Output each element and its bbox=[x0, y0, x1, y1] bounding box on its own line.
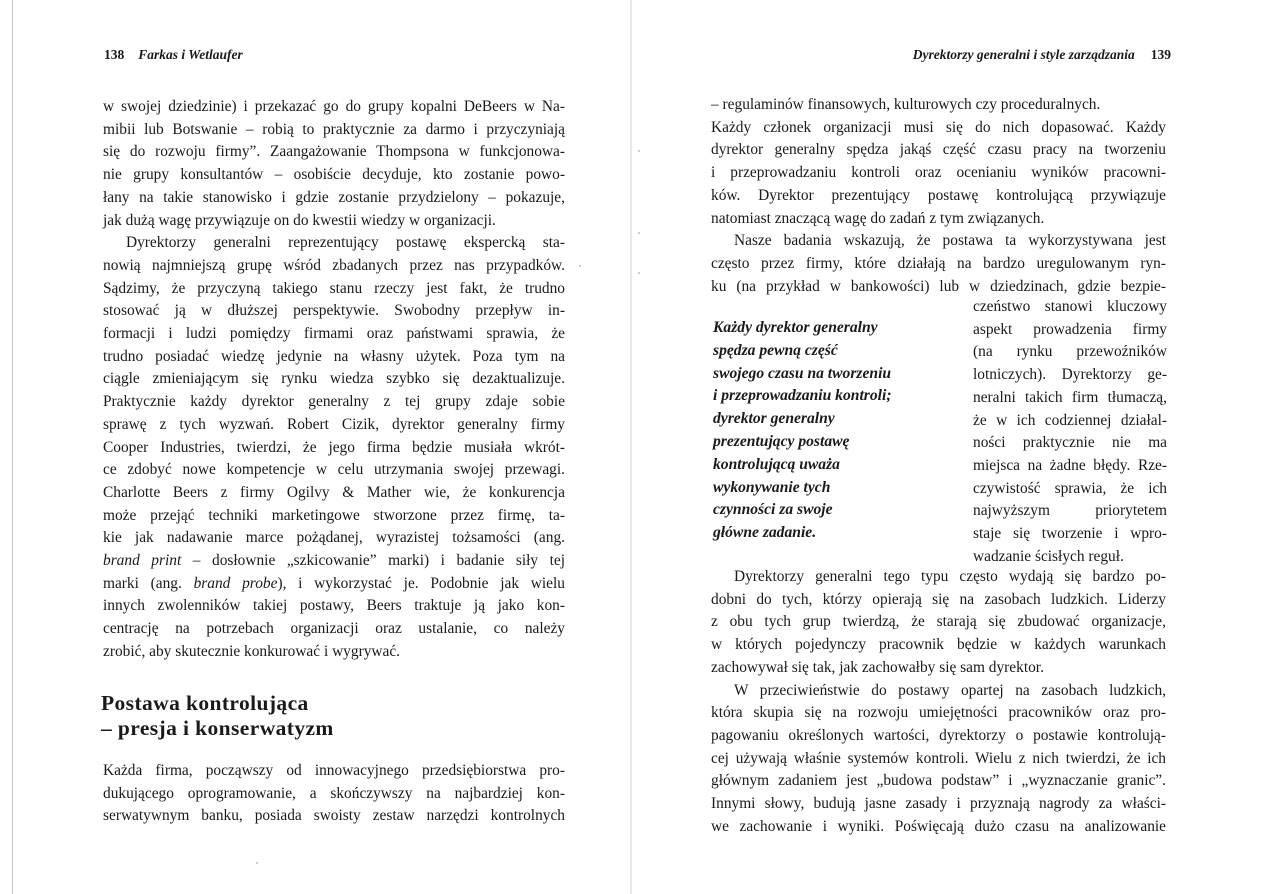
text-line: mibii lub Botswanie – robią to praktycznie za darmo i przyczyniają bbox=[103, 120, 565, 138]
text-line: kie jak nadawanie marce pożądanej, wyrazistej tożsamości (ang. bbox=[103, 529, 565, 547]
text-line: aspekt prowadzenia firmy bbox=[973, 320, 1167, 338]
text-line: Charlotte Beers z firmy Ogilvy & Mather wie, że konkurencja bbox=[103, 483, 565, 501]
text-line: czeństwo stanowi kluczowy bbox=[973, 298, 1167, 315]
text-line: innych zwolenników takiej postawy, Beers traktuje ją jako kon- bbox=[103, 597, 565, 615]
text-line: która skupia się na rozwoju umiejętności pracowników oraz pro- bbox=[711, 704, 1166, 722]
text-line: ności praktycznie nie ma bbox=[973, 434, 1167, 452]
pull-quote-line: główne zadanie. bbox=[713, 524, 817, 542]
text-line: formacji i ludzi pomiędzy firmami oraz państwami sprawia, że bbox=[103, 325, 565, 343]
text-line: sprawę z tych wyzwań. Robert Cizik, dyrektor generalny firmy bbox=[103, 415, 565, 433]
text-line: centrację na potrzebach organizacji oraz ustalanie, co należy bbox=[103, 620, 565, 638]
right-body-text bbox=[711, 94, 1166, 298]
pull-quote-line: czynności za swoje bbox=[713, 501, 833, 519]
pull-quote-line: kontrolującą uważa bbox=[713, 455, 840, 473]
text-line: głównym zadaniem jest „budowa podstaw” i „wyznaczanie granic”. bbox=[711, 772, 1166, 790]
right-running-head bbox=[913, 46, 1171, 64]
text-line: się do rozwoju firmy”. Zaangażowanie Thompsona w funkcjonowa- bbox=[103, 143, 565, 161]
text-line: serwatywnym banku, posiada swoisty zestaw narzędzi kontrolnych bbox=[103, 807, 565, 825]
left-running-title: Farkas i Wetlaufer bbox=[138, 47, 243, 62]
text-line: często przez firmy, które działają na bardzo uregulowanym ryn- bbox=[711, 254, 1166, 272]
left-body-text bbox=[103, 96, 565, 664]
text-line: brand print – dosłownie „szkicowanie” marki) i badanie siły tej bbox=[103, 552, 565, 570]
pull-quote-line: prezentujący postawę bbox=[713, 432, 850, 450]
text-line: ce zdobyć nowe kompetencje w celu utrzymania swojej przewagi. bbox=[103, 461, 565, 479]
text-line: w których pojedynczy pracownik będzie w każdych warunkach bbox=[711, 636, 1166, 654]
right-body-text-2 bbox=[711, 566, 1166, 838]
heading-line: Postawa kontrolująca bbox=[101, 691, 309, 715]
text-line: że w ich codziennej działal- bbox=[973, 411, 1167, 429]
text-line: W przeciwieństwie do postawy opartej na zasobach ludzkich, bbox=[734, 681, 1166, 699]
text-line: nowią najmniejszą grupę wśród zbadanych przez nas przypadków. bbox=[103, 256, 565, 274]
text-line: cej używają właśnie systemów kontroli. Wielu z nich twierdzi, że ich bbox=[711, 749, 1166, 767]
text-line: czywistość sprawia, że ich bbox=[973, 479, 1167, 497]
pull-quote-line: wykonywanie tych bbox=[713, 478, 831, 496]
text-line: najwyższym priorytetem bbox=[973, 502, 1167, 520]
text-line: wadzanie ścisłych reguł. bbox=[973, 547, 1124, 565]
right-running-title: Dyrektorzy generalni i style zarządzania bbox=[912, 47, 1135, 62]
text-line: Cooper Industries, twierdzi, że jego firma będzie musiała wkrót- bbox=[103, 438, 565, 456]
left-running-head bbox=[104, 46, 243, 64]
text-line: we zachowanie i wyniki. Poświęcają dużo czasu na analizowanie bbox=[711, 817, 1166, 835]
text-line: Każda firma, począwszy od innowacyjnego przedsiębiorstwa pro- bbox=[103, 762, 565, 779]
text-line: Każdy członek organizacji musi się do nich dopasować. Każdy bbox=[711, 118, 1166, 136]
text-line: pagowaniu określonych wartości, dyrektorzy o postawie kontrolują- bbox=[711, 726, 1166, 744]
left-page-number: 138 bbox=[104, 47, 125, 62]
pull-quote-line: Każdy dyrektor generalny bbox=[713, 319, 878, 336]
text-line: z obu tych grup twierdzą, że starają się zbudować organizacje, bbox=[711, 613, 1166, 631]
text-line: ków. Dyrektor prezentujący postawę kontrolującą przywiązuje bbox=[711, 186, 1166, 204]
text-line: Praktycznie każdy dyrektor generalny z tej grupy zdaje sobie bbox=[103, 393, 565, 411]
text-line: nie grupy konsultantów – osobiście decyduje, kto zostanie powo- bbox=[103, 166, 565, 184]
text-line: ku (na przykład w bankowości) lub w dziedzinach, gdzie bezpie- bbox=[711, 277, 1166, 295]
foreign-term: brand probe bbox=[193, 574, 278, 592]
pull-quote-line: i przeprowadzaniu kontroli; bbox=[713, 387, 892, 405]
text-line: lotniczych). Dyrektorzy ge- bbox=[973, 366, 1167, 384]
heading-line: – presja i konserwatyzm bbox=[101, 716, 334, 740]
pull-quote-line: spędza pewną część bbox=[713, 341, 838, 359]
text-line: zachowywał się tak, jak zachowałby się sam dyrektor. bbox=[711, 658, 1044, 676]
text-line: staje się tworzenie i wpro- bbox=[973, 525, 1167, 543]
text-line: natomiast znaczącą wagę do zadań z tym związanych. bbox=[711, 209, 1045, 227]
right-page bbox=[631, 0, 1262, 894]
text-line: jak dużą wagę przywiązuje on do kwestii wiedzy w organizacji. bbox=[103, 211, 496, 229]
text-line: (na rynku przewoźników bbox=[973, 343, 1167, 361]
text-line: dobni do tych, którzy opierają się na zasobach ludzkich. Liderzy bbox=[711, 590, 1166, 608]
text-line: dukującego oprogramowanie, a skończywszy na najbardziej kon- bbox=[103, 784, 565, 802]
text-line: i przeprowadzaniu kontroli oraz ocenianiu wyników pracowni- bbox=[711, 164, 1166, 182]
right-narrow-column bbox=[973, 296, 1167, 568]
text-line: Dyrektorzy generalni reprezentujący postawę ekspercką sta- bbox=[126, 234, 565, 252]
text-line: Sądzimy, że przyczyną takiego stanu rzeczy jest fakt, że trudno bbox=[103, 279, 565, 297]
text-line: miejsca na żadne błędy. Rze- bbox=[973, 456, 1167, 474]
text-line: stosować ją w dłuższej perspektywie. Swobodny przepływ in- bbox=[103, 302, 565, 320]
text-line: może przejąć techniki marketingowe stworzone przez firmę, ta- bbox=[103, 506, 565, 524]
text-line: Dyrektorzy generalni tego typu często wydają się bardzo po- bbox=[734, 568, 1166, 585]
text-line: ciągle zmieniającym się rynku wiedza szybko się dezaktualizuje. bbox=[103, 370, 565, 388]
text-line: Innymi słowy, budują jasne zasady i przyznają nagrody za właści- bbox=[711, 795, 1166, 813]
pull-quote-line: dyrektor generalny bbox=[713, 410, 835, 428]
text-line: zrobić, aby skutecznie konkurować i wygrywać. bbox=[103, 642, 401, 660]
left-body-text-2 bbox=[103, 760, 565, 828]
text-line: marki (ang. brand probe), i wykorzystać je. Podobnie jak wielu bbox=[103, 574, 565, 592]
pull-quote-line: swojego czasu na tworzeniu bbox=[713, 364, 892, 382]
section-heading bbox=[101, 691, 571, 741]
text-line: neralni takich firm tłumaczą, bbox=[973, 388, 1167, 406]
text-line: dyrektor generalny spędza jakąś część czasu pracy na tworzeniu bbox=[711, 141, 1166, 159]
pull-quote bbox=[713, 317, 961, 545]
text-line: łany na takie stanowisko i gdzie zostanie przydzielony – pokazuje, bbox=[103, 188, 565, 206]
right-page-number: 139 bbox=[1150, 47, 1171, 62]
text-line: trudno posiadać wiedzę jedynie na własny użytek. Poza tym na bbox=[103, 347, 565, 365]
text-line: Nasze badania wskazują, że postawa ta wykorzystywana jest bbox=[734, 232, 1166, 250]
text-line: – regulaminów finansowych, kulturowych czy proceduralnych. bbox=[711, 96, 1101, 113]
foreign-term: brand print bbox=[103, 552, 182, 570]
text-line: w swojej dziedzinie) i przekazać go do grupy kopalni DeBeers w Na- bbox=[103, 98, 565, 115]
